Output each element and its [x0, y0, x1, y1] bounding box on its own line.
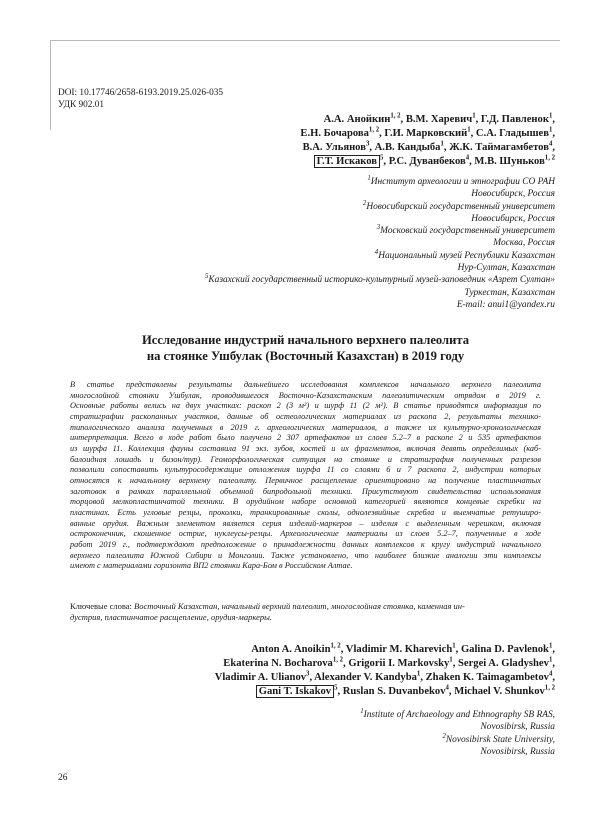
affiliation-line [205, 287, 555, 299]
affiliation-text: Новосибирский государственный университет [366, 201, 555, 212]
author-name: С.А. Гладышев [475, 128, 549, 139]
abstract-line: торцовой мелкопластинчатой техники. В орудийном наборе основной категорией являются концевые скребки на [70, 497, 541, 507]
author-name: Г.Д. Павленок [480, 114, 549, 125]
author-line [215, 643, 555, 657]
author-line [300, 155, 555, 169]
author-name: Galina D. Pavlenok [460, 644, 549, 655]
abstract-line: из шурфа 11. Коллекция фауны составила 91 экз. зубов, костей и их фрагментов, включая девять определимых (каб- [70, 443, 541, 453]
author-name: Р.С. Дуванбеков [388, 156, 466, 167]
author-affil-sup: 1 [449, 656, 453, 664]
author-affil-sup: 1, 2 [390, 112, 401, 120]
affiliation-line [205, 188, 555, 200]
author-separator: , [470, 128, 476, 139]
author-separator: , [552, 128, 555, 139]
author-affil-sup: 4 [445, 684, 449, 692]
author-affil-sup: 1 [548, 126, 553, 134]
author-name: Ruslan S. Duvanbekov [342, 686, 446, 697]
author-affil-sup: 1 [548, 642, 553, 650]
author-affil-sup: 1 [548, 112, 553, 120]
author-line [215, 685, 555, 699]
author-name: А.В. Кандыба [374, 142, 441, 153]
author-separator: , [400, 114, 406, 125]
affiliation-text: Novosibirsk State University, [445, 734, 555, 745]
abstract-line: многослойной стоянки Ушбулак, проводившегося Восточно-Казахстанским палеолитическим отрядом в 2019 г. [70, 390, 541, 400]
author-name: Е.Н. Бочарова [300, 128, 369, 139]
author-name: Vladimir M. Kharevich [345, 644, 453, 655]
affiliation-text: Новосибирск, Россия [471, 189, 555, 200]
author-separator: , [379, 128, 385, 139]
author-separator: , [337, 686, 343, 697]
affiliation-text: Институт археологии и этнографии СО РАН [370, 177, 555, 187]
author-affil-sup: 1, 2 [332, 656, 344, 664]
affiliation-line [360, 734, 555, 746]
author-name: Vladimir A. Ulianov [214, 672, 307, 683]
author-name: В.М. Харевич [405, 114, 473, 125]
author-affil-sup: 5 [334, 684, 338, 692]
abstract-line: относятся к начальному верхнему палеолиту. Первичное расщепление ориентировано на получение пластинчатых [70, 475, 541, 485]
affiliation-text: Москва, Россия [493, 238, 555, 249]
author-affil-sup: 3 [365, 140, 370, 148]
affiliation-sup: 4 [374, 248, 379, 256]
affiliation-sup: 3 [376, 224, 381, 232]
abstract-line: позволили сопоставить культуросодержащие отложения шурфа 11 со слоями 6 и 7 раскопа 2, индустрии которых [70, 465, 541, 475]
author-affil-sup: 1, 2 [544, 684, 555, 692]
affiliation-sup: 1 [360, 707, 364, 715]
affiliation-line [205, 250, 555, 262]
affiliation-line [360, 746, 555, 758]
author-separator: , [383, 156, 389, 167]
affiliation-text: Institute of Archaeology and Ethnography SB RAS, [363, 710, 555, 720]
affiliation-line [205, 225, 555, 237]
affiliation-line [205, 299, 555, 311]
author-separator: , [443, 142, 450, 153]
author-affil-sup: 5 [379, 154, 384, 162]
author-separator: , [475, 114, 481, 125]
doi: DOI: 10.17746/2658-6193.2019.25.026-035 [58, 88, 224, 98]
abstract-line: остроконечник, скошенное острие, нуклеусы-резцы. Археологические материалы из слоев 5.2–7, полученные в ходе [70, 529, 541, 539]
author-separator: , [455, 644, 461, 655]
author-affil-sup: 4 [548, 670, 553, 678]
header-rule [50, 40, 560, 41]
abstract-line: Основные работы велись на двух участках: раскоп 2 (3 м²) и шурф 11 (2 м²). В статье приводятся информация по [70, 401, 541, 411]
author-affil-sup: 4 [548, 140, 553, 148]
udk: УДК 902.01 [58, 100, 105, 110]
affiliations-ru [205, 176, 555, 311]
author-line [300, 127, 555, 141]
abstract-line: верхнего палеолита Южной Сибири и Монголии. Также установлено, что наиболее близкие аналогии эти комплексы [70, 550, 541, 560]
affiliation-text: Novosibirsk, Russia [480, 722, 555, 733]
author-line [300, 113, 555, 127]
abstract-ru [70, 380, 541, 572]
abstract-line: заготовок в рамках параллельной объемной бипродольной техники. Присутствуют свидетельства использования [70, 486, 541, 496]
article-title-ru [0, 332, 611, 364]
author-affil-sup: 1 [452, 642, 456, 650]
author-separator: , [343, 658, 349, 669]
author-affil-sup: 4 [465, 154, 470, 162]
author-name: Grigorii I. Markovsky [348, 658, 450, 669]
affiliation-text: Московский государственный университет [380, 226, 555, 237]
abstract-line: пластинах. Есть угловые резцы, проколки, транкированные сколы, однолезвийные скребла и выемчатые ретуширо- [70, 507, 541, 517]
affiliation-text: Новосибирск, Россия [471, 213, 555, 224]
abstract-line: работ 2019 г., подтверждают предположение о принадлежности данных комплексов к кругу индустрий начального [70, 539, 541, 549]
affiliation-text: Novosibirsk, Russia [480, 746, 555, 757]
affiliation-text: Казахский государственный историко-культурный музей-заповедник «Азрет Султан» [208, 275, 555, 286]
affiliation-text: Туркестан, Казахстан [464, 287, 555, 298]
affiliation-line [360, 721, 555, 733]
author-affil-sup: 1, 2 [368, 126, 380, 134]
author-affil-sup: 1 [467, 126, 471, 134]
title-line-1: Исследование индустрий начального верхнего палеолита [141, 333, 470, 347]
author-affil-sup: 1 [548, 656, 553, 664]
header-rule-vertical [50, 40, 51, 130]
affiliation-line [205, 237, 555, 249]
abstract-line: интерпретация. Всего в ходе работ было получено 2 307 артефактов из слоев 5.2–7 в раскопе 2 и 535 артефактов [70, 433, 541, 443]
author-separator: , [369, 142, 375, 153]
abstract-line: В статье представлены результаты дальнейшего исследования комплексов начального верхнего палеолита [70, 380, 541, 389]
affiliation-sup: 2 [362, 199, 367, 207]
affiliations-en [360, 709, 555, 758]
authors-en [215, 643, 555, 699]
author-line [215, 671, 555, 685]
author-separator: , [552, 644, 555, 655]
abstract-line: имеют с материалами горизонта ВП2 стоянки Кара-Бом в Российском Алтае. [70, 561, 353, 571]
author-name: Gani T. Iskakov [256, 685, 334, 698]
author-affil-sup: 1 [440, 140, 444, 148]
author-name: А.А. Анойкин [323, 114, 391, 125]
title-line-2: на стоянке Ушбулак (Восточный Казахстан) в 2019 году [146, 349, 465, 363]
author-affil-sup: 1, 2 [544, 154, 555, 162]
author-affil-sup: 1 [416, 670, 421, 678]
affiliation-line [205, 274, 555, 286]
author-name: М.В. Шуньков [474, 156, 545, 167]
author-name: Г.И. Марковский [384, 128, 468, 139]
authors-ru [300, 113, 555, 169]
affiliation-line [205, 176, 555, 188]
abstract-line: ванные орудия. Важным элементом является серия изделий-маркеров – изделия с выделенным черешком, включая [70, 518, 541, 528]
author-name: Ж.К. Таймагамбетов [449, 142, 549, 153]
author-name: Alexander V. Kandyba [314, 672, 417, 683]
affiliation-line [360, 709, 555, 721]
affiliation-sup: 5 [205, 273, 209, 281]
affiliation-text: Национальный музей Республики Казахстан [378, 250, 555, 261]
affiliation-text: E-mail: anui1@yandex.ru [456, 299, 555, 310]
author-name: В.А. Ульянов [302, 142, 366, 153]
affiliation-sup: 1 [367, 174, 371, 182]
keywords-label: Ключевые слова: [70, 601, 135, 611]
author-separator: , [452, 658, 458, 669]
keywords-line-2: дустрия, пластинчатое расщепление, орудия-маркеры. [70, 611, 273, 622]
author-name: Michael V. Shunkov [454, 686, 545, 697]
author-separator: , [448, 686, 455, 697]
author-affil-sup: 3 [306, 670, 310, 678]
keywords-ru [70, 601, 541, 623]
abstract-line: балоидная лошадь и бизон/тур). Геоморфологическая ситуация на стоянке и стратиграфия полученных разрезов [70, 454, 541, 464]
author-separator: , [552, 672, 555, 683]
affiliation-line [205, 201, 555, 213]
author-separator: , [420, 672, 426, 683]
author-separator: , [552, 114, 555, 125]
author-affil-sup: 1 [472, 112, 476, 120]
author-line [215, 657, 555, 671]
author-separator: , [552, 142, 555, 153]
author-separator: , [340, 644, 346, 655]
author-affil-sup: 1, 2 [330, 642, 341, 650]
keywords-line-1: Восточный Казахстан, начальный верхний палеолит, многослойная стоянка, каменная ин- [134, 601, 465, 611]
author-separator: , [469, 156, 475, 167]
page-number: 26 [58, 773, 68, 783]
abstract-line: стратиграфии раскопанных участков, данные об остеологических материалах из раскопа 2, результаты технико- [70, 411, 541, 421]
author-line [300, 141, 555, 155]
abstract-line: типологического анализа полученных в 2019 г. археологических материалов, а также их культурно-хронологическая [70, 422, 541, 432]
author-name: Ekaterina N. Bocharova [223, 658, 333, 669]
author-name: Zhaken K. Taimagambetov [425, 672, 549, 683]
author-separator: , [309, 672, 315, 683]
affiliation-line [205, 262, 555, 274]
author-name: Sergei A. Gladyshev [458, 658, 549, 669]
affiliation-sup: 2 [442, 732, 446, 740]
affiliation-text: Нур-Султан, Казахстан [457, 263, 555, 274]
author-name: Г.Т. Искаков [314, 155, 380, 168]
author-separator: , [552, 658, 555, 669]
author-name: Anton A. Anoikin [251, 644, 331, 655]
